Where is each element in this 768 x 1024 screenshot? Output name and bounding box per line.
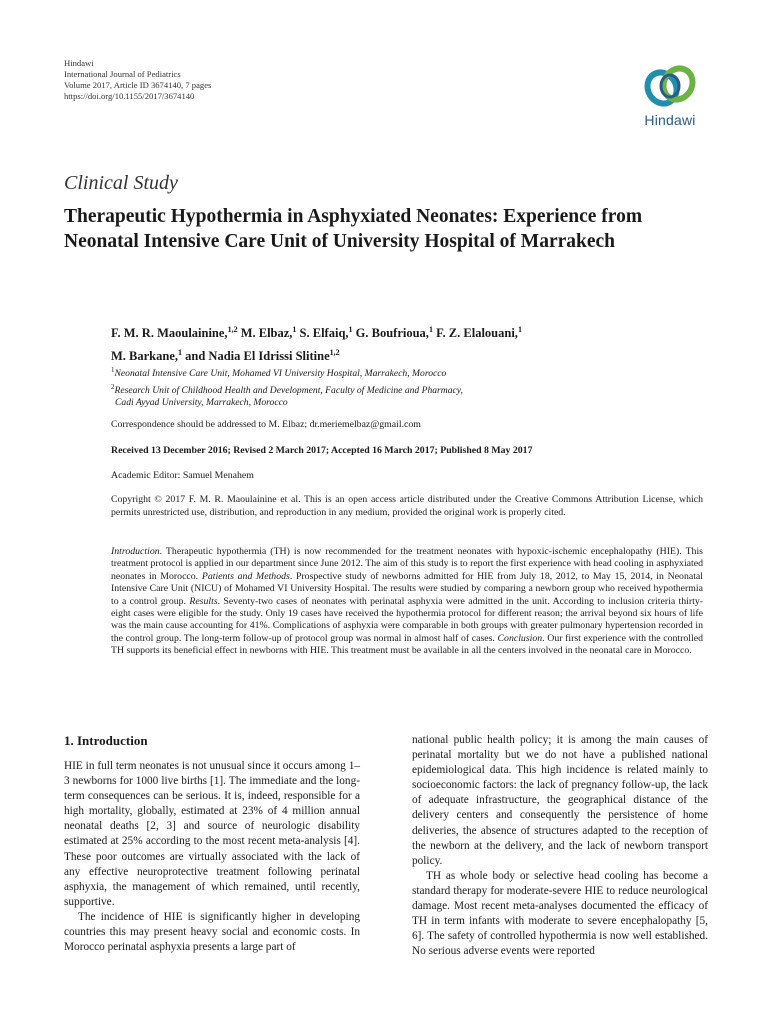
author: G. Boufrioua,$^1$: [352, 325, 433, 341]
volume-line: Volume 2017, Article ID 3674140, 7 pages: [64, 80, 212, 90]
affiliation-1: $^1$Neonatal Intensive Care Unit, Mohamed VI University Hospital, Marrakech, Morocco: [111, 366, 447, 380]
abstract-methods-label: Patients and Methods: [201, 570, 290, 582]
doi-link[interactable]: https://doi.org/10.1155/2017/3674140: [64, 91, 195, 101]
right-column: [412, 733, 708, 959]
abstract-conclusion-text: . Our first experience with the controlled TH supports its beneficial effect in newborns with HIE. This treatment must be available in all the centers involved in the neonatal care in Morocco.: [111, 632, 703, 657]
hindawi-rings-icon: [643, 62, 697, 110]
abstract-results-label: Results: [189, 595, 218, 607]
author-affiliation-sup: 1,2: [227, 325, 238, 334]
affiliation-2-continued: Cadi Ayyad University, Marrakech, Morocco: [115, 397, 288, 409]
author-affiliation-sup: 1: [292, 325, 297, 334]
abstract-conclusion-label: Conclusion: [497, 632, 543, 644]
author-affiliation-sup: 1: [517, 325, 522, 334]
author: and Nadia El Idrissi Slitine$^{1,2}$: [182, 348, 340, 364]
paragraph: TH as whole body or selective head cooling has become a standard therapy for moderate-severe HIE to reduce neurological damage. Most recent meta-analyses documented the efficacy of TH in term infants with moderate to severe encephalopathy [5, 6]. The safety of controlled hypothermia is now well established. No serious adverse events were reported: [412, 869, 708, 958]
author: S. Elfaiq,$^1$: [296, 325, 353, 341]
paragraph: The incidence of HIE is significantly higher in developing countries this may present heavy social and economic costs. In Morocco perinatal asphyxia presents a large part of: [64, 910, 360, 954]
author-affiliation-sup: 1: [348, 325, 353, 334]
left-column: [64, 733, 360, 955]
logo-text: Hindawi: [644, 112, 696, 128]
abstract-introduction-text: . Therapeutic hypothermia (TH) is now recommended for the treatment neonates with hypoxic-ischemic encephalopathy (HIE). This treatment protocol is applied in our department since June 2012. The aim of this study is to report the first experience with head cooling in asphyxiated neonates in Morocco.: [111, 546, 703, 582]
publication-dates: Received 13 December 2016; Revised 2 March 2017; Accepted 16 March 2017; Published 8 May 2017: [111, 445, 533, 456]
author: F. M. R. Maoulainine,$^{1,2}$: [111, 325, 238, 341]
abstract-results-text: . Seventy-two cases of neonates with perinatal asphyxia were admitted in the unit. According to inclusion criteria thirty-eight cases were eligible for the study. Only 19 cases have received the hypothermia protocol for different reason; the arrival beyond six hours of life was the main cause accounting for 41%. Complications of asphyxia were comparable in both groups with greater pulmonary hypertension recorded in the control group. The long-term follow-up of protocol group was normal in almost half of cases.: [111, 595, 703, 644]
author: M. Elbaz,$^1$: [237, 325, 297, 341]
author-list: [111, 320, 711, 366]
section-heading: 1. Introduction: [64, 733, 148, 748]
article-type: Clinical Study: [64, 172, 178, 194]
author: M. Barkane,$^1$: [111, 348, 183, 364]
publisher-line: Hindawi: [64, 58, 94, 68]
hindawi-logo: [630, 62, 710, 134]
article-title: Therapeutic Hypothermia in Asphyxiated Neonates: Experience from Neonatal Intensive Care Unit of University Hospital of Marrakech: [64, 206, 643, 252]
affiliation-2: $^2$Research Unit of Childhood Health and Development, Faculty of Medicine and Pharmacy,: [111, 382, 463, 396]
author-affiliation-sup: 1,2: [329, 348, 340, 358]
paragraph: national public health policy; it is among the main causes of perinatal mortality but we do not have a published national epidemiological data. This high incidence is related mainly to socioeconomic factors: the lack of pregnancy follow-up, the lack of adequate infrastructure, the geographical distance of the delivery centers and consequently the persistence of home deliveries, the absence of structures adapted to the reception of the newborn at the delivery, and the lack of newborn transport policy.: [412, 734, 708, 867]
journal-name: International Journal of Pediatrics: [64, 69, 181, 79]
copyright-notice: Copyright © 2017 F. M. R. Maoulainine et al. This is an open access article distributed under the Creative Commons Attribution License, which permits unrestricted use, distribution, and reproduction in any medium, provided the original work is properly cited.: [111, 494, 703, 518]
affiliations: [111, 364, 711, 410]
author-affiliation-sup: 1: [178, 348, 183, 358]
correspondence: Correspondence should be addressed to M. Elbaz; dr.meriemelbaz@gmail.com: [111, 419, 421, 430]
academic-editor: Academic Editor: Samuel Menahem: [111, 470, 254, 481]
journal-info: [64, 58, 211, 102]
paragraph: HIE in full term neonates is not unusual since it occurs among 1–3 newborns for 1000 live births [1]. The immediate and the long-term consequences can be serious. It is, indeed, responsible for a high mortality, globally, estimated at 23% of 4 million annual neonatal deaths [2, 3] and source of neurologic disability estimated at 25% according to the most recent meta-analysis [4]. These poor outcomes are virtually associated with the lack of any effective neuroprotective treatment following perinatal asphyxia, the management of which remained, until recently, supportive.: [64, 760, 360, 908]
abstract-introduction-label: Introduction: [111, 546, 160, 557]
author: F. Z. Elalouani,$^1$: [432, 325, 522, 341]
abstract-methods-text: . Prospective study of newborns admitted for HIE from July 18, 2012, to May 15, 2014, in Neonatal Intensive Care Unit (NICU) of Mohamed VI University Hospital. The results were studied by comparing a newborn group who received hypothermia to a control group.: [111, 570, 703, 607]
abstract: [111, 546, 703, 658]
author-affiliation-sup: 1: [428, 325, 433, 334]
